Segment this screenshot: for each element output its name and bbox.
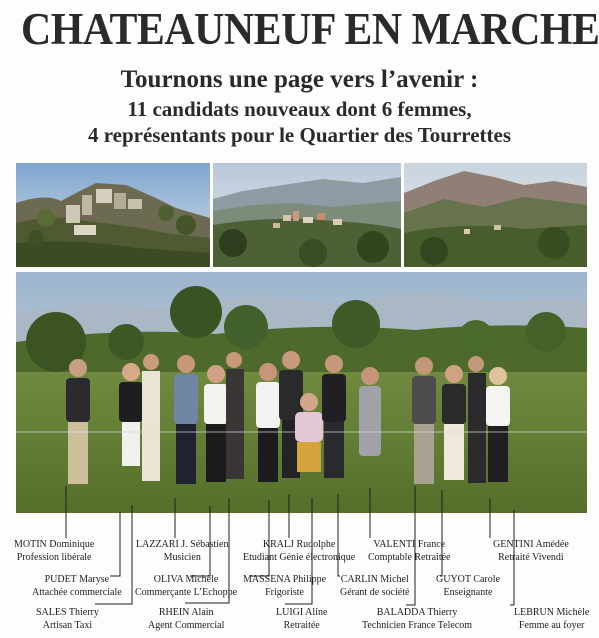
caption-lazzari: [136, 538, 229, 564]
candidate-role: Etudiant Génie électronique: [243, 552, 356, 563]
candidate-name: LEBRUN Michèle: [514, 607, 590, 618]
candidate-name: LUIGI Aline: [276, 607, 328, 618]
caption-kralj: [243, 538, 355, 564]
candidate-role: Enseignante: [443, 587, 493, 598]
candidate-role: Femme au foyer: [518, 620, 585, 631]
caption-oliva: [135, 573, 237, 599]
candidate-role: Technicien France Telecom: [362, 620, 473, 631]
candidate-role: Comptable Retraitée: [368, 552, 451, 563]
page-title: CHATEAUNEUF EN MARCHE: [20, 4, 599, 54]
candidate-role: Retraité Vivendi: [498, 552, 564, 563]
candidate-name: GENTINI Amédée: [493, 539, 569, 550]
candidate-name: KRALJ Rudolphe: [262, 539, 336, 550]
candidate-role: Agent Commercial: [148, 620, 225, 631]
candidate-role: Retraitée: [283, 620, 320, 631]
subtitle-candidates: 11 candidats nouveaux dont 6 femmes,: [127, 97, 472, 121]
candidate-name: GUYOT Carole: [436, 574, 500, 585]
caption-motin: [14, 538, 94, 564]
caption-carlin: [340, 573, 409, 599]
candidate-name: CARLIN Michel: [340, 574, 409, 585]
caption-rhein: [148, 606, 224, 632]
candidate-name: VALENTI France: [373, 539, 446, 550]
candidate-role: Artisan Taxi: [42, 620, 93, 631]
candidate-name: BALADDA Thierry: [376, 607, 458, 618]
caption-sales: [36, 606, 99, 632]
caption-pudet: [32, 573, 122, 599]
caption-valenti: [368, 538, 450, 564]
subtitle-quarter: 4 représentants pour le Quartier des Tourrettes: [87, 123, 512, 147]
candidate-role: Musicien: [163, 552, 201, 563]
caption-luigi: [276, 606, 327, 632]
candidate-name: PUDET Maryse: [44, 574, 110, 585]
candidate-role: Attachée commerciale: [32, 587, 122, 598]
candidate-name: SALES Thierry: [36, 607, 99, 618]
candidate-role: Commerçante L’Echoppe: [135, 587, 238, 598]
caption-gentini: [493, 538, 569, 564]
caption-massena: [243, 573, 326, 599]
candidate-name: OLIVA Michèle: [153, 574, 219, 585]
candidate-role: Gérant de société: [340, 587, 410, 598]
candidate-role: Profession libérale: [16, 552, 92, 563]
caption-guyot: [436, 573, 500, 599]
candidate-name: MASSENA Philippe: [243, 574, 327, 585]
candidate-name: MOTIN Dominique: [14, 539, 95, 550]
candidate-role: Frigoriste: [265, 587, 304, 598]
candidate-name: LAZZARI J. Sébastien: [136, 539, 229, 550]
caption-baladda: [362, 606, 472, 632]
subtitle-slogan: Tournons une page vers l’avenir :: [120, 66, 479, 93]
caption-lebrun: [514, 606, 589, 632]
candidate-name: RHEIN Alain: [158, 607, 214, 618]
